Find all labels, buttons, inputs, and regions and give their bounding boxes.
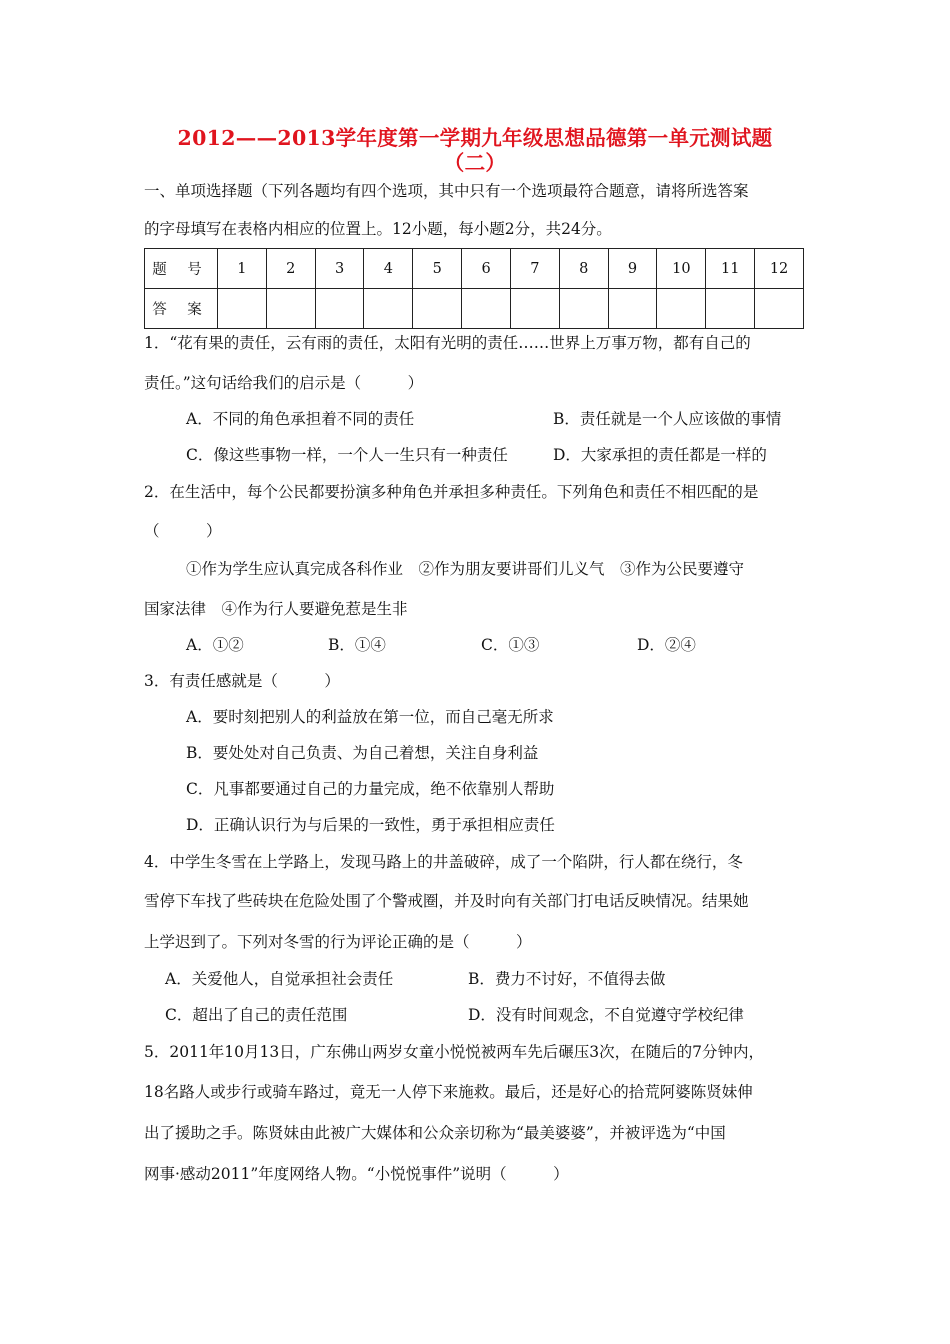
q3-option-a: A．要时刻把别人的利益放在第一位，而自己毫无所求 bbox=[186, 708, 554, 726]
answer-cell[interactable] bbox=[608, 289, 657, 329]
section1-instructions-line1: 一、单项选择题（下列各题均有四个选项，其中只有一个选项最符合题意，请将所选答案 bbox=[144, 182, 749, 200]
q1-option-a: A．不同的角色承担着不同的责任 bbox=[186, 410, 415, 428]
question-number-cell: 12 bbox=[755, 249, 804, 289]
q2-stem-line1: 2．在生活中，每个公民都要扮演多种角色并承担多种责任。下列角色和责任不相匹配的是 bbox=[144, 483, 759, 501]
answer-cell[interactable] bbox=[706, 289, 755, 329]
q3-option-b: B．要处处对自己负责、为自己着想，关注自身利益 bbox=[186, 744, 539, 762]
question-number-cell: 10 bbox=[657, 249, 706, 289]
answer-cell[interactable] bbox=[413, 289, 462, 329]
table-row-answers bbox=[145, 289, 804, 329]
q4-option-a: A．关爱他人，自觉承担社会责任 bbox=[165, 970, 394, 988]
q4-option-c: C．超出了自己的责任范围 bbox=[165, 1006, 348, 1024]
question-number-cell: 11 bbox=[706, 249, 755, 289]
q4-option-d: D．没有时间观念，不自觉遵守学校纪律 bbox=[468, 1006, 744, 1024]
answer-cell[interactable] bbox=[657, 289, 706, 329]
q1-stem-line1: 1．“花有果的责任，云有雨的责任，太阳有光明的责任……世界上万事万物，都有自己的 bbox=[144, 334, 751, 352]
q1-option-d: D．大家承担的责任都是一样的 bbox=[553, 446, 767, 464]
q4-stem-line1: 4．中学生冬雪在上学路上，发现马路上的井盖破碎，成了一个陷阱，行人都在绕行，冬 bbox=[144, 853, 743, 871]
answer-cell[interactable] bbox=[559, 289, 608, 329]
q1-option-b: B．责任就是一个人应该做的事情 bbox=[553, 410, 782, 428]
question-number-cell: 8 bbox=[559, 249, 608, 289]
question-number-cell: 2 bbox=[266, 249, 315, 289]
q1-stem-line2: 责任。”这句话给我们的启示是（ ） bbox=[144, 374, 424, 392]
q2-items-line2: 国家法律 ④作为行人要避免惹是生非 bbox=[144, 600, 408, 618]
answer-cell[interactable] bbox=[364, 289, 413, 329]
q2-option-c: C．①③ bbox=[481, 636, 540, 654]
q2-items-line1: ①作为学生应认真完成各科作业 ②作为朋友要讲哥们儿义气 ③作为公民要遵守 bbox=[186, 560, 745, 578]
answer-cell[interactable] bbox=[315, 289, 364, 329]
q3-stem: 3．有责任感就是（ ） bbox=[144, 672, 340, 690]
table-row-numbers bbox=[145, 249, 804, 289]
answer-cell[interactable] bbox=[510, 289, 559, 329]
table-header-number: 题 号 bbox=[145, 249, 218, 289]
answer-cell[interactable] bbox=[218, 289, 267, 329]
table-header-answer: 答 案 bbox=[145, 289, 218, 329]
question-number-cell: 5 bbox=[413, 249, 462, 289]
question-number-cell: 9 bbox=[608, 249, 657, 289]
q4-stem-line2: 雪停下车找了些砖块在危险处围了个警戒圈，并及时向有关部门打电话反映情况。结果她 bbox=[144, 892, 749, 910]
q5-stem-line3: 出了援助之手。陈贤妹由此被广大媒体和公众亲切称为“最美婆婆”，并被评选为“中国 bbox=[144, 1124, 726, 1142]
q2-option-d: D．②④ bbox=[637, 636, 696, 654]
question-number-cell: 3 bbox=[315, 249, 364, 289]
q5-stem-line4: 网事·感动2011”年度网络人物。“小悦悦事件”说明（ ） bbox=[144, 1165, 569, 1183]
q2-option-b: B．①④ bbox=[328, 636, 386, 654]
question-number-cell: 4 bbox=[364, 249, 413, 289]
answer-cell[interactable] bbox=[462, 289, 511, 329]
q3-option-c: C．凡事都要通过自己的力量完成，绝不依靠别人帮助 bbox=[186, 780, 555, 798]
exam-title: 2012——2013学年度第一学期九年级思想品德第一单元测试题 bbox=[177, 126, 773, 150]
question-number-cell: 7 bbox=[510, 249, 559, 289]
answer-cell[interactable] bbox=[755, 289, 804, 329]
question-number-cell: 1 bbox=[218, 249, 267, 289]
question-number-cell: 6 bbox=[462, 249, 511, 289]
q5-stem-line1: 5．2011年10月13日，广东佛山两岁女童小悦悦被两车先后碾压3次，在随后的7分钟内， bbox=[144, 1043, 764, 1061]
q1-option-c: C．像这些事物一样，一个人一生只有一种责任 bbox=[186, 446, 508, 464]
exam-subtitle: （二） bbox=[443, 151, 507, 175]
q3-option-d: D．正确认识行为与后果的一致性，勇于承担相应责任 bbox=[186, 816, 555, 834]
section1-instructions-line2: 的字母填写在表格内相应的位置上。12小题，每小题2分，共24分。 bbox=[144, 220, 612, 238]
q4-option-b: B．费力不讨好，不值得去做 bbox=[468, 970, 666, 988]
q5-stem-line2: 18名路人或步行或骑车路过，竟无一人停下来施救。最后，还是好心的拾荒阿婆陈贤妹伸 bbox=[144, 1083, 753, 1101]
q2-stem-line2: （ ） bbox=[144, 522, 222, 540]
answer-table bbox=[144, 248, 804, 329]
q4-stem-line3: 上学迟到了。下列对冬雪的行为评论正确的是（ ） bbox=[144, 933, 532, 951]
answer-cell[interactable] bbox=[266, 289, 315, 329]
q2-option-a: A．①② bbox=[186, 636, 244, 654]
